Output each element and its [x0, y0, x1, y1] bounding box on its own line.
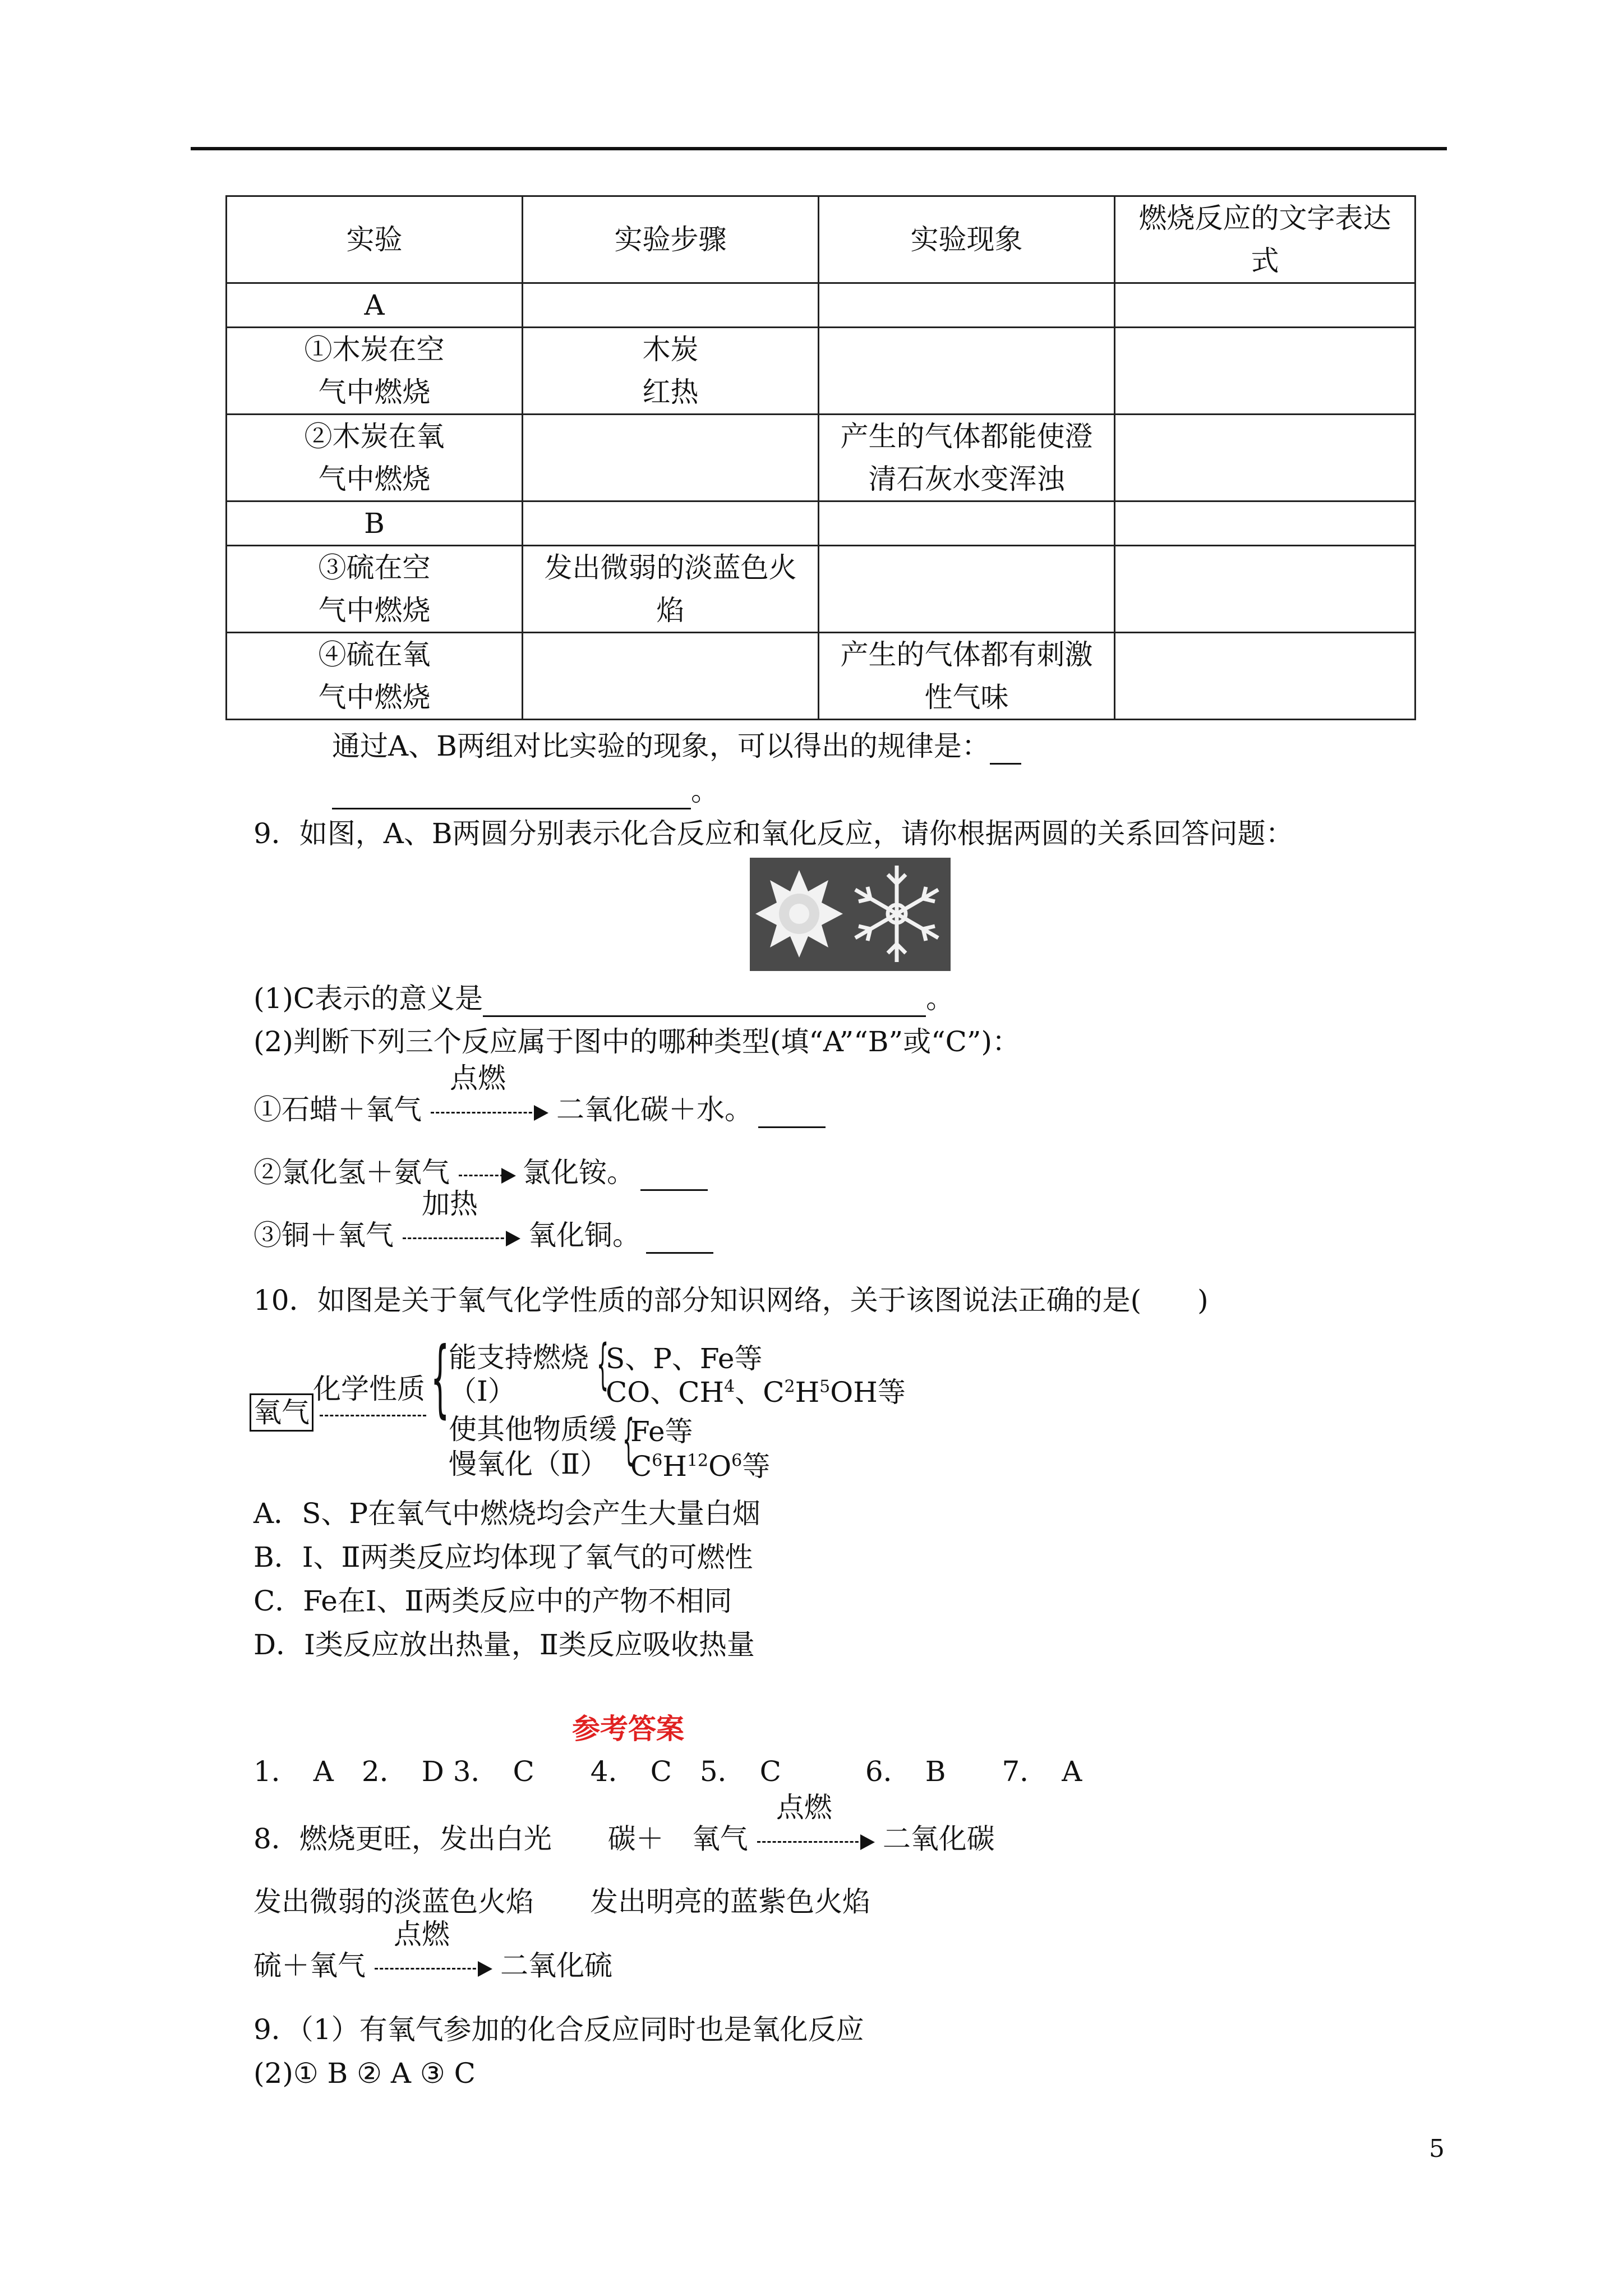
q9-reaction-2 — [253, 1157, 708, 1191]
reactants: ①石蜡＋氧气 — [253, 1093, 422, 1126]
table-cell — [523, 633, 819, 720]
header-rule — [191, 147, 1447, 150]
table-cell — [523, 415, 819, 501]
table-cell: 产生的气体都有刺激 性气味 — [819, 633, 1115, 720]
oxygen-root-box: 氧气 — [250, 1393, 313, 1432]
table-cell — [819, 328, 1115, 415]
q8-conclusion-line — [332, 730, 1021, 765]
table-cell: ②木炭在氧 气中燃烧 — [227, 415, 523, 501]
answers-line-6: (2)① B ② A ③ C — [253, 2057, 476, 2090]
branch2-line1: 使其他物质缓 — [449, 1413, 617, 1446]
diagram-arrow-line — [320, 1415, 426, 1416]
branch1-item: S、P、Fe等 — [606, 1342, 763, 1375]
q10-option-a: A．S、P在氧气中燃烧均会产生大量白烟 — [253, 1497, 761, 1530]
table-cell — [819, 546, 1115, 633]
table-header-row — [227, 196, 1415, 283]
table-header-cell: 燃烧反应的文字表达 式 — [1115, 196, 1415, 283]
table-cell — [1115, 283, 1415, 328]
sentence-end: 。 — [691, 775, 719, 807]
answers-line-3: 发出微弱的淡蓝色火焰 发出明亮的蓝紫色火焰 — [253, 1885, 870, 1918]
left-brace: { — [431, 1329, 450, 1427]
page-number: 5 — [1429, 2134, 1445, 2163]
products: 氯化铵。 — [523, 1156, 635, 1189]
table-cell — [1115, 415, 1415, 501]
products: 二氧化碳 — [882, 1823, 995, 1855]
table-cell: B — [227, 501, 523, 546]
answers-line-5: 9．（1）有氧气参加的化合反应同时也是氧化反应 — [253, 2013, 864, 2046]
table-header-cell: 实验现象 — [819, 196, 1115, 283]
q8-conclusion-line2 — [332, 775, 719, 809]
answer-blank — [646, 1220, 713, 1254]
table-cell: ③硫在空 气中燃烧 — [227, 546, 523, 633]
products: 二氧化碳＋水。 — [556, 1093, 753, 1126]
branch2-item: Fe等 — [630, 1415, 693, 1448]
table-row — [227, 546, 1415, 633]
table-row — [227, 328, 1415, 415]
reaction-arrow-icon — [371, 1918, 495, 1985]
q10-stem: 10．如图是关于氧气化学性质的部分知识网络，关于该图说法正确的是( ) — [253, 1284, 1209, 1317]
table-cell — [1115, 546, 1415, 633]
q9-reaction-1 — [253, 1062, 826, 1129]
branch1-item: CO、$CH^4$、$C^2H^5OH$等 — [606, 1376, 906, 1409]
reactants: ②氯化氢＋氨气 — [253, 1156, 450, 1189]
diagram-arrow-label: 化学性质 — [313, 1373, 425, 1405]
table-cell — [819, 501, 1115, 546]
q9-stem: 9．如图，A、B两圆分别表示化合反应和氧化反应，请你根据两圆的关系回答问题： — [253, 817, 1294, 850]
reaction-arrow-icon — [427, 1062, 551, 1129]
answer-blank — [483, 983, 926, 1017]
reaction-arrow-icon — [455, 1158, 517, 1191]
table-row — [227, 415, 1415, 501]
q9-sub2: (2)判断下列三个反应属于图中的哪种类型(填“A”“B”或“C”)： — [253, 1025, 1020, 1058]
answer-text: 硫＋氧气 — [253, 1949, 366, 1982]
q9-reaction-3 — [253, 1188, 713, 1254]
q10-option-b: B．Ⅰ、Ⅱ两类反应均体现了氧气的可燃性 — [253, 1541, 753, 1573]
branch2-line2: 慢氧化（Ⅱ） — [449, 1448, 608, 1480]
table-cell — [1115, 328, 1415, 415]
table-cell — [1115, 633, 1415, 720]
venn-image — [750, 858, 951, 971]
snowflake-icon — [750, 858, 951, 971]
sentence-end: 。 — [926, 982, 955, 1015]
answers-line-1: 1． A 2． D 3． C 4． C 5． C 6． B 7． A — [253, 1755, 1082, 1788]
reaction-arrow-icon — [754, 1791, 877, 1858]
reaction-arrow-icon — [399, 1188, 523, 1254]
answer-blank — [640, 1157, 708, 1191]
table-cell — [523, 283, 819, 328]
answers-line-2 — [253, 1791, 995, 1858]
q10-option-d: D．Ⅰ类反应放出热量，Ⅱ类反应吸收热量 — [253, 1628, 755, 1661]
answer-text: 8．燃烧更旺，发出白光 碳＋ 氧气 — [253, 1823, 748, 1855]
experiment-table — [225, 195, 1416, 720]
answers-title: 参考答案 — [572, 1713, 684, 1745]
table-row — [227, 283, 1415, 328]
q8-conclusion-text: 通过A、B两组对比实验的现象，可以得出的规律是： — [332, 730, 990, 762]
table-row — [227, 501, 1415, 546]
table-cell: ①木炭在空 气中燃烧 — [227, 328, 523, 415]
answer-blank — [990, 730, 1021, 765]
table-cell: 发出微弱的淡蓝色火 焰 — [523, 546, 819, 633]
products: 二氧化硫 — [500, 1949, 612, 1982]
branch1-line2: （Ⅰ） — [449, 1375, 516, 1407]
reaction-condition: 加热 — [422, 1188, 478, 1220]
table-cell — [523, 501, 819, 546]
q10-option-c: C．Fe在Ⅰ、Ⅱ两类反应中的产物不相同 — [253, 1585, 732, 1617]
table-cell — [1115, 501, 1415, 546]
branch1-line1: 能支持燃烧 — [449, 1341, 589, 1374]
table-cell: ④硫在氧 气中燃烧 — [227, 633, 523, 720]
table-cell: A — [227, 283, 523, 328]
table-cell: 木炭 红热 — [523, 328, 819, 415]
answer-blank — [758, 1094, 826, 1128]
table-header-cell: 实验 — [227, 196, 523, 283]
reaction-condition: 点燃 — [394, 1918, 450, 1950]
branch2-brace: { — [623, 1408, 635, 1471]
answer-blank — [332, 775, 691, 809]
table-row — [227, 633, 1415, 720]
reactants: ③铜＋氧气 — [253, 1219, 394, 1251]
q9-sub1-text: (1)C表示的意义是 — [253, 982, 483, 1015]
reaction-condition: 点燃 — [776, 1791, 832, 1824]
products: 氧化铜。 — [528, 1219, 640, 1251]
branch2-item: $C^6H^{12}O^6$等 — [630, 1450, 771, 1483]
table-cell — [819, 283, 1115, 328]
table-cell: 产生的气体都能使澄 清石灰水变浑浊 — [819, 415, 1115, 501]
branch1-brace: { — [597, 1333, 609, 1396]
q9-sub1 — [253, 983, 954, 1017]
answers-line-4 — [253, 1918, 612, 1985]
table-header-cell: 实验步骤 — [523, 196, 819, 283]
reaction-condition: 点燃 — [450, 1062, 506, 1094]
